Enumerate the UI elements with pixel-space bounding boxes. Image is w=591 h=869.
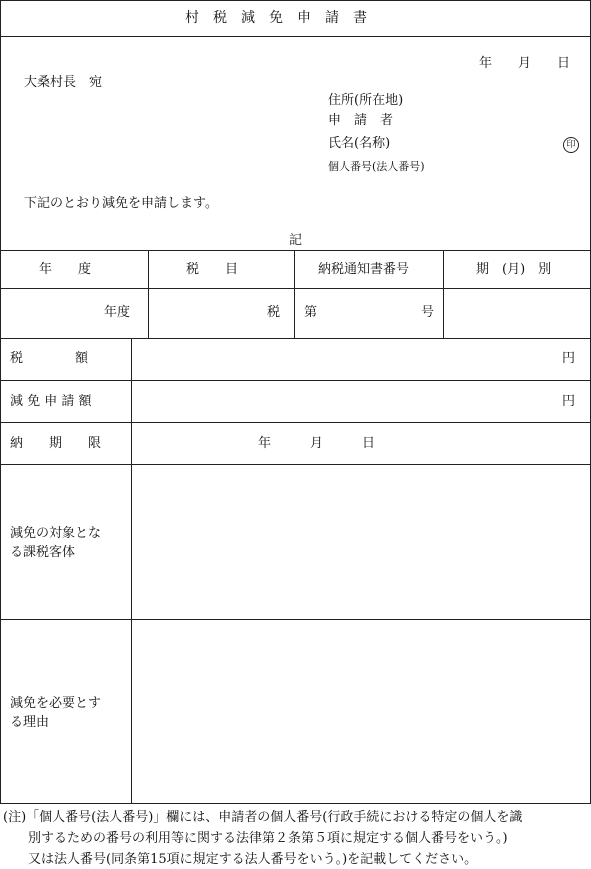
header-notice-number: 納税通知書番号 — [318, 262, 410, 277]
note-line-1: (注)「個人番号(法人番号)」欄には、申請者の個人番号(行政手続における特定の個人を識 — [3, 810, 523, 825]
name-label: 氏名(名称) — [328, 136, 391, 151]
reduction-amount-label: 減 免 申 請 額 — [10, 394, 92, 409]
deadline-value: 年 月 日 — [258, 436, 376, 451]
addressee: 大桑村長 宛 — [24, 75, 103, 90]
form-title: 村 税 減 免 申 請 書 — [185, 10, 367, 26]
object-label-line1: 減免の対象とな — [10, 526, 102, 541]
note-line-2: 別するための番号の利用等に関する法律第２条第５項に規定する個人番号をいう。) — [28, 831, 508, 846]
row-divider-3 — [0, 422, 591, 423]
col-divider-1 — [148, 250, 149, 338]
deadline-label: 納 期 限 — [10, 436, 102, 451]
note-line-3: 又は法人番号(同条第15項に規定する法人番号をいう。)を記載してください。 — [28, 852, 478, 867]
header-year: 年 度 — [39, 262, 92, 277]
number-label: 個人番号(法人番号) — [328, 160, 425, 173]
row-divider-5 — [0, 619, 591, 620]
seal-icon: 印 — [563, 137, 579, 153]
row-divider-1 — [0, 338, 591, 339]
record-mark: 記 — [289, 233, 303, 248]
object-label-line2: る課税客体 — [10, 545, 76, 560]
reason-label-line1: 減免を必要とす — [10, 696, 102, 711]
applicant-label: 申 請 者 — [328, 113, 394, 128]
title-divider — [0, 36, 591, 37]
label-col-divider — [131, 338, 132, 803]
notice-no-prefix: 第 — [304, 305, 318, 320]
row-divider-4 — [0, 464, 591, 465]
year-unit: 年度 — [104, 305, 131, 320]
col-divider-3 — [443, 250, 444, 338]
address-label: 住所(所在地) — [328, 93, 404, 108]
col-divider-2 — [294, 250, 295, 338]
tax-amount-yen: 円 — [562, 351, 576, 366]
header-period: 期 (月) 別 — [476, 262, 552, 277]
request-text: 下記のとおり減免を申請します。 — [24, 196, 218, 211]
reason-label-line2: る理由 — [10, 715, 50, 730]
header-divider — [0, 288, 591, 289]
date-field: 年 月 日 — [479, 56, 571, 71]
row-divider-2 — [0, 380, 591, 381]
tax-amount-label: 税 額 — [10, 351, 89, 366]
table-top-line — [0, 250, 591, 251]
header-tax: 税 目 — [186, 262, 239, 277]
notice-no-suffix: 号 — [421, 305, 435, 320]
reduction-amount-yen: 円 — [562, 394, 576, 409]
tax-unit: 税 — [267, 305, 281, 320]
